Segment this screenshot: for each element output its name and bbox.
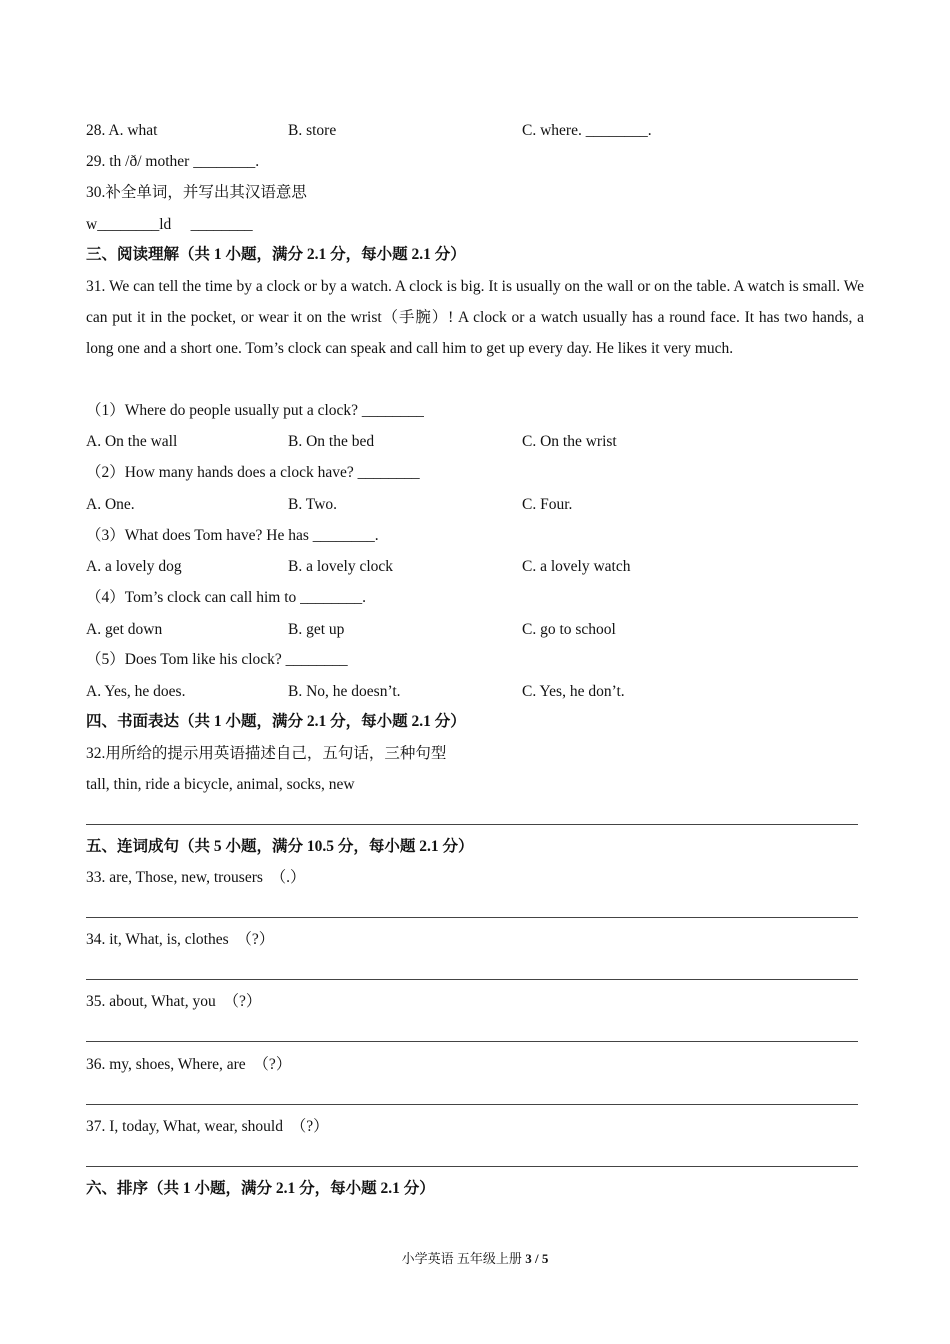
answer-line[interactable] [86,979,858,980]
answer-line[interactable] [86,1166,858,1167]
q28-option-a: 28. A. what [86,122,158,139]
q31-4-option-a: A. get down [86,621,163,638]
reading-passage: 31. We can tell the time by a clock or by a watch. A clock is big. It is usually on the wall or on the table. A watch is small. We can put it in the pocket, or wear it on the wrist（手腕）! A clock or a watch usually has a round face. It has two hands, a long one and a short one. Tom’s clock can speak and call him to get up every day. He likes it very much. [86,278,864,357]
q31-4-question: （4）Tom’s clock can call him to ________. [86,589,367,606]
q31-3-option-a: A. a lovely dog [86,558,182,575]
q31-1-option-a: A. On the wall [86,433,178,450]
answer-line[interactable] [86,917,858,918]
footer-subject: 小学英语 五年级上册 [401,1251,526,1266]
q28-option-c: C. where. ________. [522,122,652,139]
q31-5-question: （5）Does Tom like his clock? ________ [86,651,348,668]
q30-word: w________ld ________ [86,216,253,233]
footer-page-number: 3 [525,1251,532,1266]
section3-heading: 三、阅读理解（共 1 小题，满分 2.1 分，每小题 2.1 分） [86,246,466,263]
q30-title: 30.补全单词，并写出其汉语意思 [86,184,307,201]
q31-2-question: （2）How many hands does a clock have? ________ [86,464,420,481]
section6-heading: 六、排序（共 1 小题，满分 2.1 分，每小题 2.1 分） [86,1180,435,1197]
page-footer [0,1248,950,1267]
q31-4-option-c: C. go to school [522,621,616,638]
q32-prompt: 32.用所给的提示用英语描述自己，五句话，三种句型 [86,745,447,762]
q31-5-option-c: C. Yes, he don’t. [522,683,625,700]
q31-3-option-c: C. a lovely watch [522,558,631,575]
q34: 34. it, What, is, clothes （?） [86,931,275,948]
footer-total-pages: 5 [541,1251,549,1266]
q33: 33. are, Those, new, trousers （.） [86,869,306,886]
section4-heading: 四、书面表达（共 1 小题，满分 2.1 分，每小题 2.1 分） [86,713,466,730]
q31-2-option-c: C. Four. [522,496,573,513]
footer-separator: / [531,1251,542,1266]
q31-1-question: （1）Where do people usually put a clock? ________ [86,402,424,419]
q31-2-option-b: B. Two. [288,496,338,513]
q37: 37. I, today, What, wear, should （?） [86,1118,329,1135]
q31-1-option-b: B. On the bed [288,433,375,450]
q31-4-option-b: B. get up [288,621,345,638]
section5-heading: 五、连词成句（共 5 小题，满分 10.5 分，每小题 2.1 分） [86,838,474,855]
q31-5-option-a: A. Yes, he does. [86,683,186,700]
q31-2-option-a: A. One. [86,496,135,513]
answer-line[interactable] [86,1104,858,1105]
q28-option-b: B. store [288,122,337,139]
q31-5-option-b: B. No, he doesn’t. [288,683,401,700]
answer-line[interactable] [86,1041,858,1042]
answer-line[interactable] [86,824,858,825]
q31-1-option-c: C. On the wrist [522,433,617,450]
q31-3-question: （3）What does Tom have? He has ________. [86,527,379,544]
q32-hints: tall, thin, ride a bicycle, animal, socks, new [86,776,355,793]
q29: 29. th /ð/ mother ________. [86,153,260,170]
q36: 36. my, shoes, Where, are （?） [86,1056,292,1073]
q35: 35. about, What, you （?） [86,993,262,1010]
q31-3-option-b: B. a lovely clock [288,558,394,575]
